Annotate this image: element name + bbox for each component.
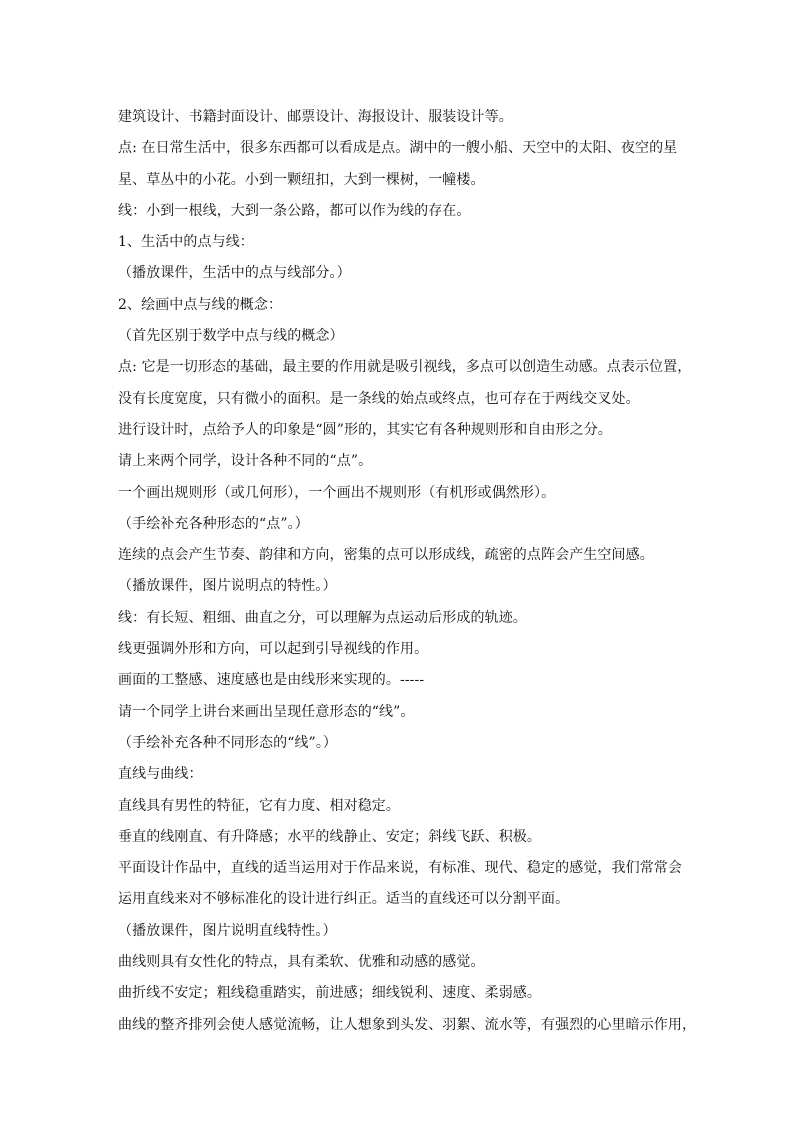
text-line: 一个画出规则形（或几何形），一个画出不规则形（有机形或偶然形）。 [118, 484, 556, 501]
text-line: 请一个同学上讲台来画出呈现任意形态的“线”。 [118, 703, 415, 720]
text-line: 点: 它是一切形态的基础，最主要的作用就是吸引视线，多点可以创造生动感。点表示位置， [118, 359, 692, 376]
text-line: 线更强调外形和方向，可以起到引导视线的作用。 [118, 641, 429, 658]
text-line: 直线与曲线： [118, 766, 203, 783]
text-line: （手绘补充各种形态的“点”。） [118, 515, 309, 532]
text-line: 画面的工整感、速度感也是由线形来实现的。----- [118, 672, 425, 689]
text-line: 2、绘画中点与线的概念： [118, 296, 283, 313]
text-line: 进行设计时，点给予人的印象是“圆”形的，其实它有各种规则形和自由形之分。 [118, 421, 612, 438]
text-line: 连续的点会产生节奏、韵律和方向，密集的点可以形成线，疏密的点阵会产生空间感。 [118, 547, 654, 564]
text-line: 平面设计作品中，直线的适当运用对于作品来说，有标准、现代、稳定的感觉，我们常常会 [118, 860, 682, 877]
text-line: 运用直线来对不够标准化的设计进行纠正。适当的直线还可以分割平面。 [118, 891, 570, 908]
text-line: 曲线则具有女性化的特点，具有柔软、优雅和动感的感觉。 [118, 954, 485, 971]
text-line: 直线具有男性的特征，它有力度、相对稳定。 [118, 797, 400, 814]
text-line: （播放课件，图片说明直线特性。） [118, 922, 337, 939]
text-line: （手绘补充各种不同形态的“线”。） [118, 734, 338, 751]
text-line: 1、生活中的点与线： [118, 234, 254, 251]
text-line: 星、草丛中的小花。小到一颗纽扣，大到一棵树，一幢楼。 [118, 171, 485, 188]
text-line: 线：有长短、粗细、曲直之分，可以理解为点运动后形成的轨迹。 [118, 609, 527, 626]
text-line: 垂直的线刚直、有升降感；水平的线静止、安定；斜线飞跃、积极。 [118, 828, 541, 845]
text-line: 建筑设计、书籍封面设计、邮票设计、海报设计、服装设计等。 [118, 109, 513, 125]
text-line: （播放课件，图片说明点的特性。） [118, 578, 337, 595]
text-line: （首先区别于数学中点与线的概念） [118, 328, 344, 345]
document-body [118, 102, 697, 1041]
text-line: 没有长度宽度，只有微小的面积。是一条线的始点或终点，也可存在于两线交叉处。 [118, 390, 640, 407]
text-line: （播放课件，生活中的点与线部分。） [118, 265, 351, 282]
text-line: 曲折线不安定；粗线稳重踏实，前进感；细线锐利、速度、柔弱感。 [118, 985, 541, 1002]
text-line: 点: 在日常生活中，很多东西都可以看成是点。湖中的一艘小船、天空中的太阳、夜空的星 [118, 140, 678, 157]
text-line: 曲线的整齐排列会使人感觉流畅，让人想象到头发、羽絮、流水等，有强烈的心里暗示作用， [118, 1016, 697, 1033]
text-line: 请上来两个同学，设计各种不同的“点”。 [118, 453, 373, 470]
text-line: 线：小到一根线，大到一条公路，都可以作为线的存在。 [118, 202, 471, 219]
